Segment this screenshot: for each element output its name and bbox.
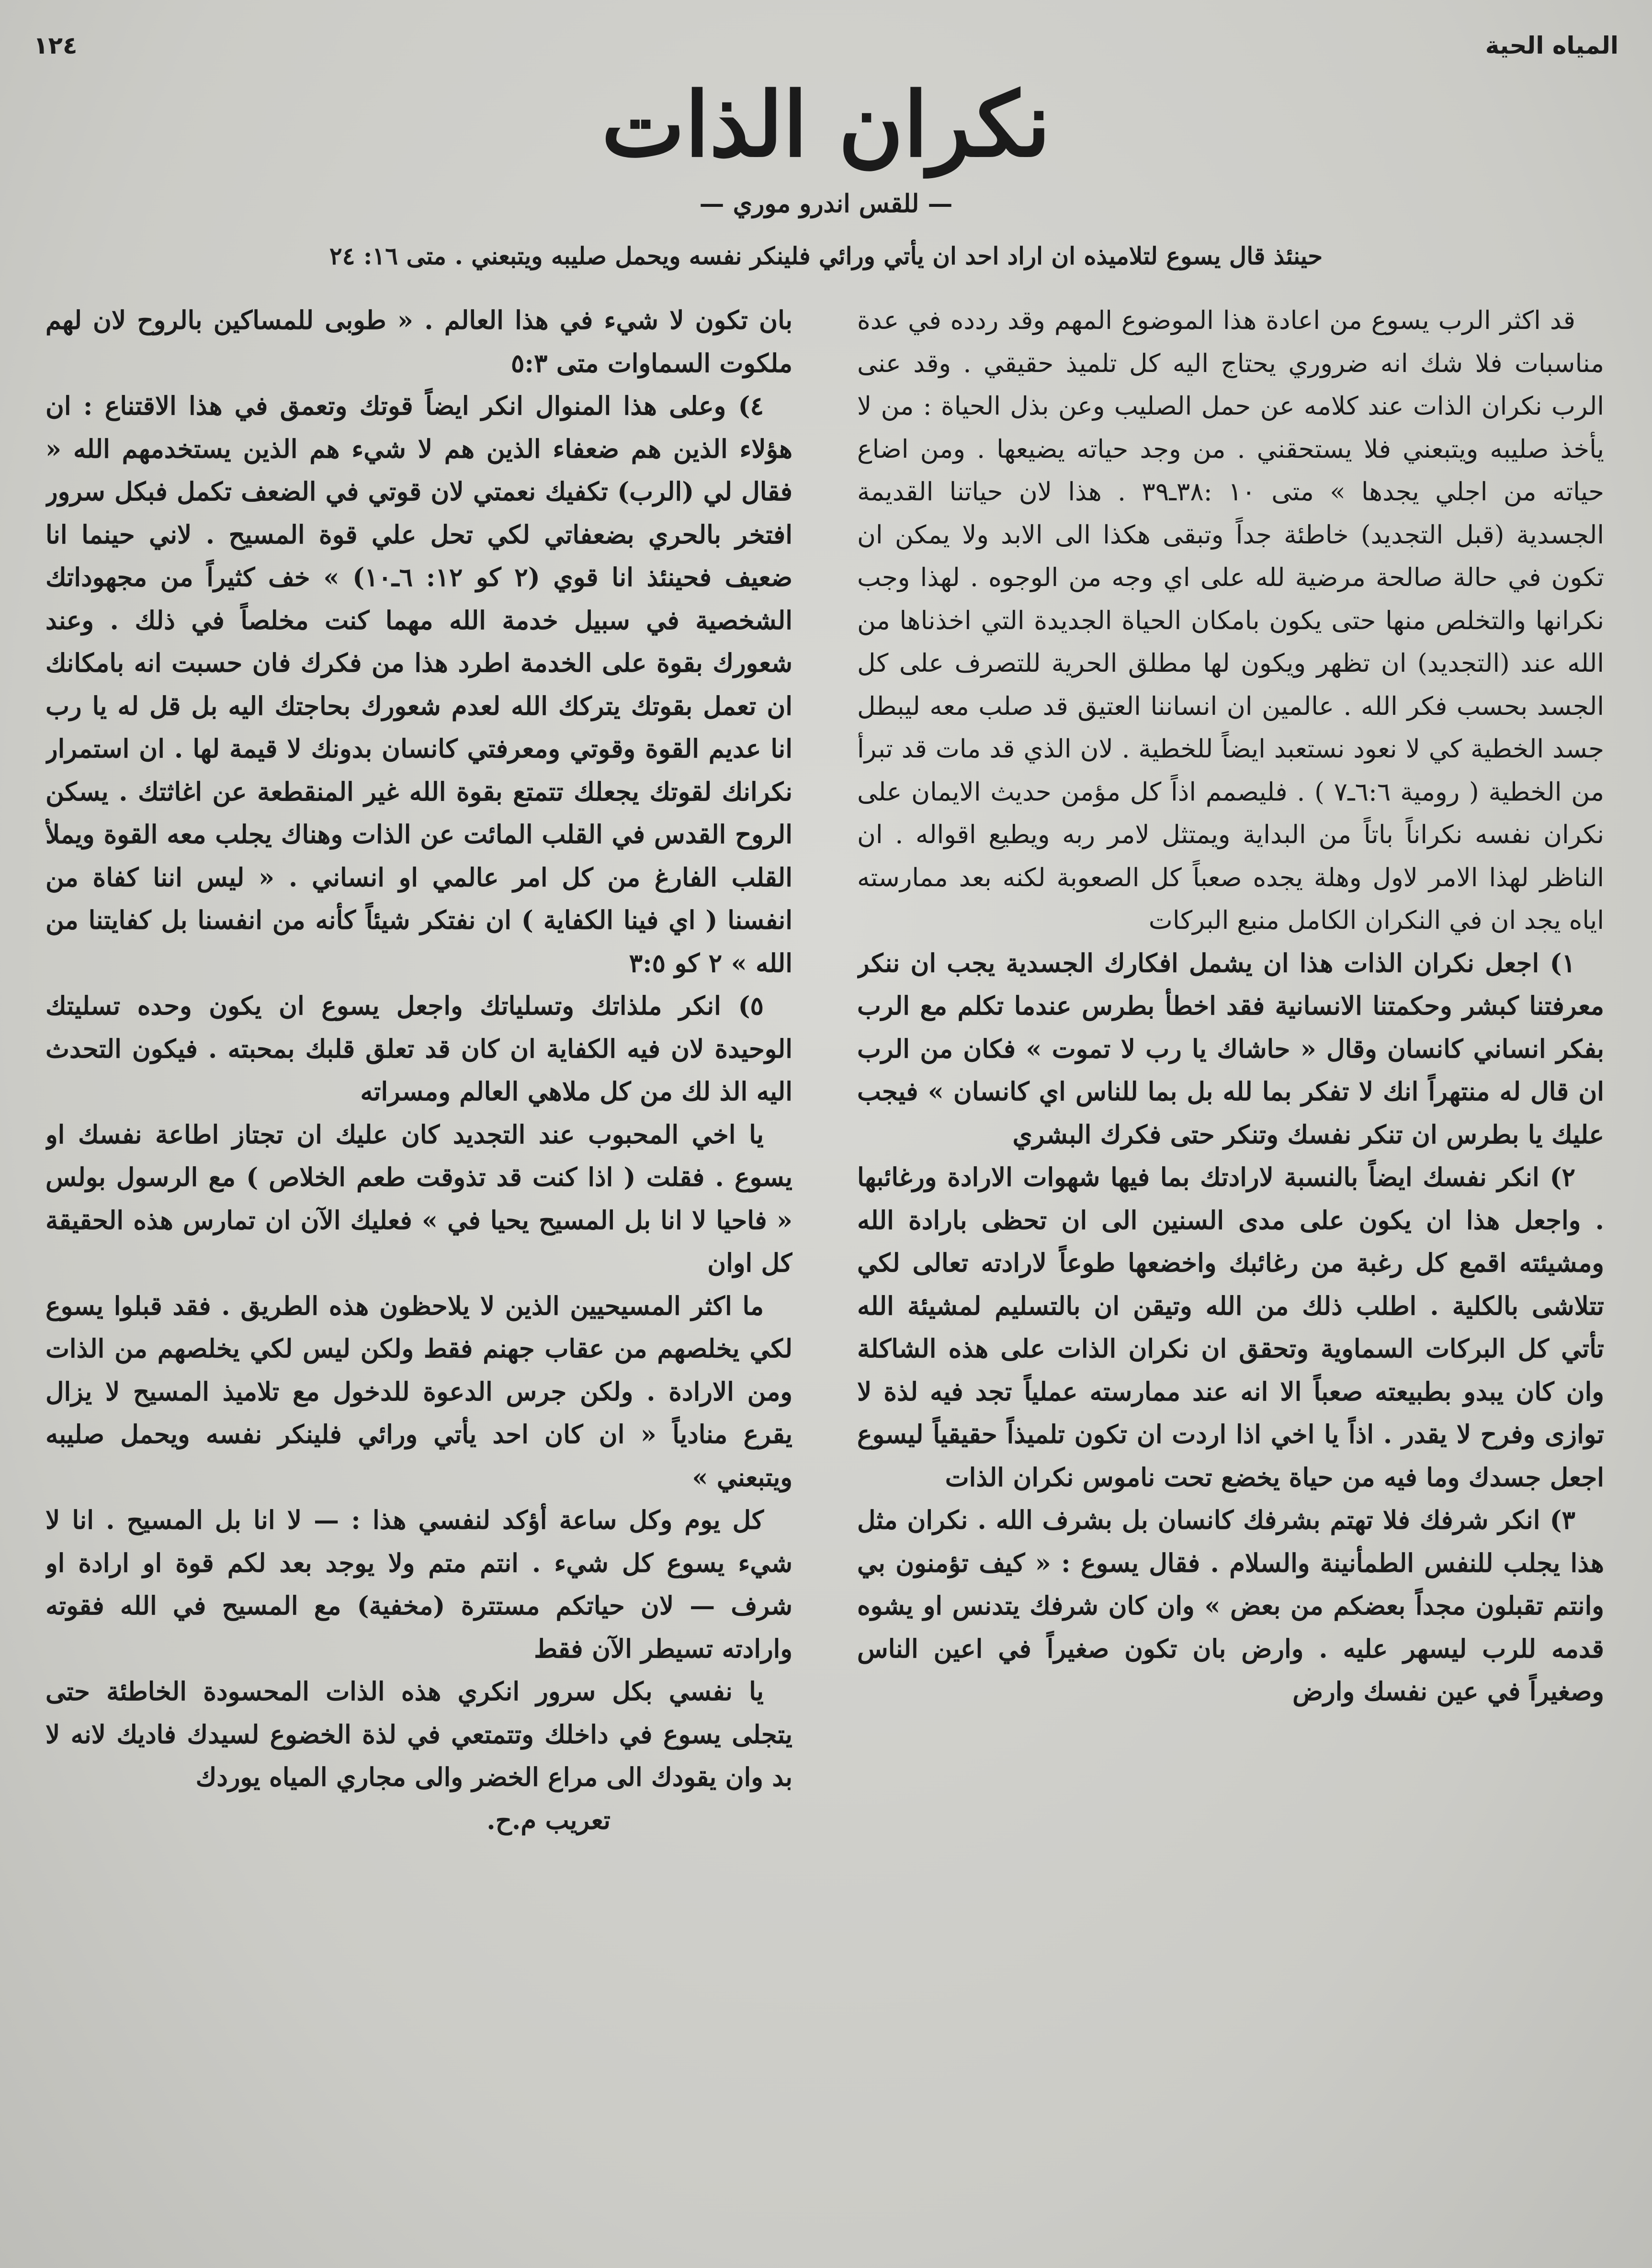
right-column [857, 299, 1604, 2234]
paragraph: ما اكثر المسيحيين الذين لا يلاحظون هذه الطريق . فقد قبلوا يسوع لكي يخلصهم من عقاب جهنم فقط ولكن ليس لكي يخلصهم من الذات ومن الارادة . ولكن جرس الدعوة للدخول مع تلاميذ المسيح لا يزال يقرع منادياً « ان كان احد يأتي ورائي فلينكر نفسه ويحمل صليبه ويتبعني » [45, 1291, 792, 1492]
page-number: ١٢٤ [34, 32, 78, 59]
magazine-name: المياه الحية [1485, 32, 1618, 59]
paragraph-point-1: ١) اجعل نكران الذات هذا ان يشمل افكارك الجسدية يجب ان ننكر معرفتنا كبشر وحكمتنا الانسانية فقد اخطأ بطرس عندما تكلم مع الرب بفكر انساني كانسان وقال « حاشاك يا رب لا تموت » فكان من الرب ان قال له منتهراً انك لا تفكر بما لله بل بما للناس اي كانسان » فيجب عليك يا بطرس ان تنكر نفسك وتنكر حتى فكرك البشري [857, 948, 1604, 1150]
paragraph-point-3: ٣) انكر شرفك فلا تهتم بشرفك كانسان بل بشرف الله . نكران مثل هذا يجلب للنفس الطمأنينة والسلام . فقال يسوع : « كيف تؤمنون بي وانتم تقبلون مجداً بعضكم من بعض » وان كان شرفك يتدنس او يشوه قدمه للرب ليسهر عليه . وارض بان تكون صغيراً في اعين الناس وصغيراً في عين نفسك وارض [857, 1505, 1604, 1706]
paragraph-point-2: ٢) انكر نفسك ايضاً بالنسبة لارادتك بما فيها شهوات الارادة ورغائبها . واجعل هذا ان يكون على مدى السنين الى ان تحظى بارادة الله ومشيئته اقمع كل رغبة من رغائبك واخضعها طوعاً لارادته تعالى لكي تتلاشى بالكلية . اطلب ذلك من الله وتيقن ان بالتسليم لمشيئة الله تأتي كل البركات السماوية وتحقق ان نكران الذات على هذه الشاكلة وان كان يبدو بطبيعته صعباً الا انه عند ممارسته عملياً تجد فيه لذة لا توازى وفرح لا يقدر . اذاً يا اخي اذا اردت ان تكون تلميذاً حقيقياً ليسوع اجعل جسدك وما فيه من حياة يخضع تحت ناموس نكران الذات [857, 1162, 1604, 1492]
paragraph: كل يوم وكل ساعة أؤكد لنفسي هذا : — لا انا بل المسيح . انا لا شيء يسوع كل شيء . انتم متم ولا يوجد بعد لكم قوة او ارادة او شرف — لان حياتكم مستترة (مخفية) مع المسيح في الله فقوته وارادته تسيطر الآن فقط [45, 1505, 792, 1664]
article-title: نكران الذات [601, 72, 1051, 177]
paragraph: بان تكون لا شيء في هذا العالم . « طوبى للمساكين بالروح لان لهم ملكوت السماوات متى ٥:٣ [45, 305, 792, 378]
article-epigraph: حينئذ قال يسوع لتلاميذه ان اراد احد ان يأتي ورائي فلينكر نفسه ويحمل صليبه ويتبعني . متى ١٦: ٢٤ [329, 242, 1323, 270]
paragraph: يا نفسي بكل سرور انكري هذه الذات المحسودة الخاطئة حتى يتجلى يسوع في داخلك وتتمتعي في لذة الخضوع لسيدك فاديك لانه لا بد وان يقودك الى مراع الخضر والى مجاري المياه يوردك [45, 1677, 792, 1792]
paragraph-point-5: ٥) انكر ملذاتك وتسلياتك واجعل يسوع ان يكون وحده تسليتك الوحيدة لان فيه الكفاية ان كان قد تعلق قلبك بمحبته . فيكون التحدث اليه الذ لك من كل ملاهي العالم ومسراته [45, 991, 792, 1106]
paragraph: قد اكثر الرب يسوع من اعادة هذا الموضوع المهم وقد ردده في عدة مناسبات فلا شك انه ضروري يحتاج اليه كل تلميذ حقيقي . وقد عنى الرب نكران الذات عند كلامه عن حمل الصليب وعن بذل الحياة : من لا يأخذ صليبه ويتبعني فلا يستحقني . من وجد حياته يضيعها . ومن اضاع حياته من اجلي يجدها » متى ١٠ :٣٨ـ٣٩ . هذا لان حياتنا القديمة الجسدية (قبل التجديد) خاطئة جداً وتبقى هكذا الى الابد ولا يمكن ان تكون في حالة صالحة مرضية لله على اي وجه من الوجوه . لهذا وجب نكرانها والتخلص منها حتى يكون بامكان الحياة الجديدة التي اخذناها من الله عند (التجديد) ان تظهر ويكون لها مطلق الحرية للتصرف على كل الجسد بحسب فكر الله . عالمين ان انساننا العتيق قد صلب معه ليبطل جسد الخطية كي لا نعود نستعبد ايضاً للخطية . لان الذي قد مات قد تبرأ من الخطية ( رومية ٦:٦ـ٧ ) . فليصمم اذاً كل مؤمن حديث الايمان على نكران نفسه نكراناً باتاً من البداية ويمتثل لامر ربه ويطيع اقواله . ان الناظر لهذا الامر لاول وهلة يجده صعباً كل الصعوبة لكنه بعد ممارسته اياه يجد ان في النكران الكامل منبع البركات [857, 306, 1604, 935]
page-header [34, 26, 1618, 65]
paragraph: يا اخي المحبوب عند التجديد كان عليك ان تجتاز اطاعة نفسك او يسوع . فقلت ( اذا كنت قد تذوقت طعم الخلاص ) مع الرسول بولس « فاحيا لا انا بل المسيح يحيا في » فعليك الآن ان تمارس هذه الحقيقة كل اوان [45, 1119, 792, 1278]
article-author: — للقس اندرو موري — [699, 189, 953, 218]
left-column [45, 299, 792, 2234]
translator-signature: تعريب م.ح. [487, 1805, 611, 1835]
paragraph-point-4: ٤) وعلى هذا المنوال انكر ايضاً قوتك وتعمق في هذا الاقتناع : ان هؤلاء الذين هم ضعفاء الذين هم لا شيء هم الذين يستخدمهم الله « فقال لي (الرب) تكفيك نعمتي لان قوتي في الضعف تكمل فبكل سرور افتخر بالحري بضعفاتي لكي تحل علي قوة المسيح . لاني حينما انا ضعيف فحينئذ انا قوي (٢ كو ١٢: ٦ـ١٠) » خف كثيراً من مجهوداتك الشخصية في سبيل خدمة الله مهما كنت مخلصاً في ذلك . وعند شعورك بقوة على الخدمة اطرد هذا من فكرك فان حسبت انه بامكانك ان تعمل بقوتك يتركك الله لعدم شعورك بحاجتك اليه بل قل له يا رب انا عديم القوة وقوتي ومعرفتي كانسان بدونك لا قيمة لها . ان استمرار نكرانك لقوتك يجعلك تتمتع بقوة الله غير المنقطعة عن اغاثتك . يسكن الروح القدس في القلب المائت عن الذات وهناك يجلب معه القوة ويملأ القلب الفارغ من كل امر عالمي او انساني . « ليس اننا كفاة من انفسنا ( اي فينا الكفاية ) ان نفتكر شيئاً كأنه من انفسنا بل كفايتنا من الله » ٢ كو ٣:٥ [45, 391, 792, 978]
